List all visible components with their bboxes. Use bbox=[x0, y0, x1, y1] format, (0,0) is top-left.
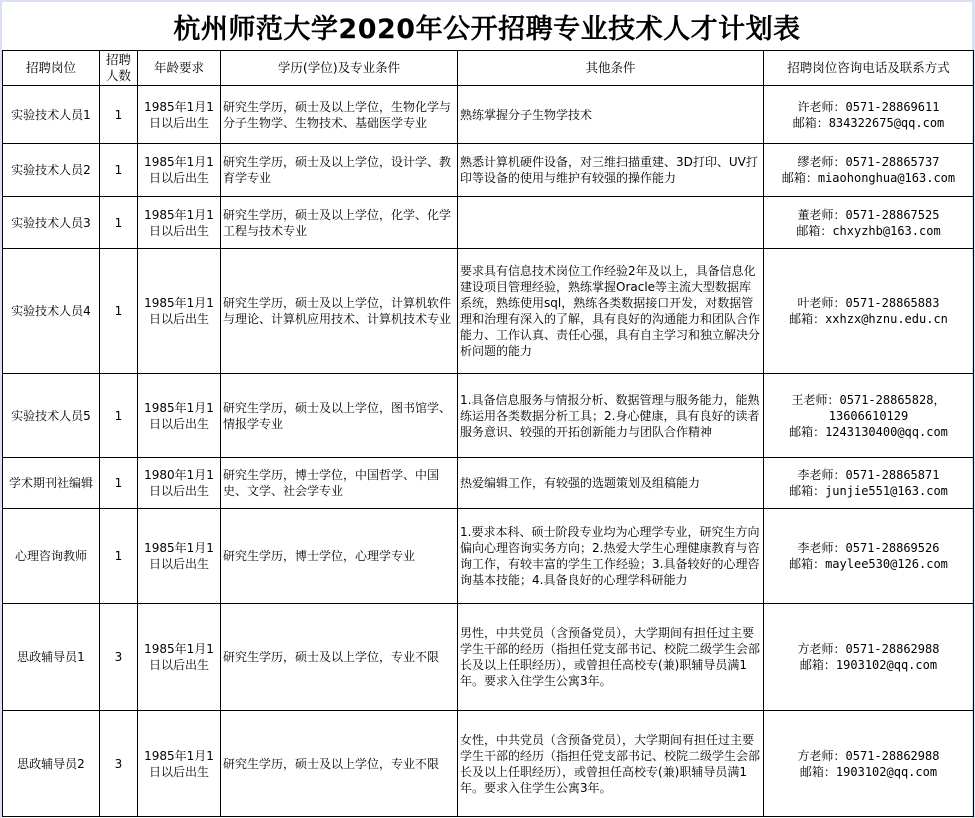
cell-count: 1 bbox=[100, 374, 138, 458]
header-contact: 招聘岗位咨询电话及联系方式 bbox=[764, 51, 974, 86]
cell-position: 实验技术人员1 bbox=[3, 86, 100, 144]
cell-contact bbox=[764, 144, 974, 197]
cell-education: 研究生学历，硕士及以上学位，设计学、教育学专业 bbox=[221, 144, 458, 197]
contact-phone: 李老师：0571-28865871 bbox=[797, 468, 940, 482]
table-row bbox=[3, 711, 974, 817]
cell-age: 1985年1月1日以后出生 bbox=[138, 144, 221, 197]
cell-age: 1985年1月1日以后出生 bbox=[138, 604, 221, 711]
cell-position: 实验技术人员5 bbox=[3, 374, 100, 458]
cell-other: 熟练掌握分子生物学技术 bbox=[458, 86, 764, 144]
cell-age: 1985年1月1日以后出生 bbox=[138, 711, 221, 817]
cell-contact bbox=[764, 604, 974, 711]
table-row bbox=[3, 604, 974, 711]
contact-email[interactable]: 邮箱：1903102@qq.com bbox=[799, 658, 938, 672]
cell-age: 1985年1月1日以后出生 bbox=[138, 197, 221, 249]
contact-phone: 叶老师：0571-28865883 bbox=[797, 296, 940, 310]
page-title: 杭州师范大学2020年公开招聘专业技术人才计划表 bbox=[173, 13, 801, 45]
cell-position: 学术期刊社编辑 bbox=[3, 458, 100, 509]
table-row bbox=[3, 458, 974, 509]
cell-position: 实验技术人员2 bbox=[3, 144, 100, 197]
cell-other bbox=[458, 197, 764, 249]
cell-education: 研究生学历，硕士及以上学位，化学、化学工程与技术专业 bbox=[221, 197, 458, 249]
header-count bbox=[100, 51, 138, 86]
header-education: 学历(学位)及专业条件 bbox=[221, 51, 458, 86]
cell-position: 思政辅导员1 bbox=[3, 604, 100, 711]
cell-education: 研究生学历，硕士及以上学位，图书馆学、情报学专业 bbox=[221, 374, 458, 458]
cell-count: 1 bbox=[100, 249, 138, 374]
cell-other: 要求具有信息技术岗位工作经验2年及以上，具备信息化建设项目管理经验，熟练掌握Oracle等主流大型数据库系统，熟练使用sql，熟练各类数据接口开发，对数据管理和治理有深入的了解，具有良好的沟通能力和团队合作能力、工作认真、责任心强，具有自主学习和独立解决分析问题的能力 bbox=[458, 249, 764, 374]
cell-position: 思政辅导员2 bbox=[3, 711, 100, 817]
cell-education: 研究生学历，硕士及以上学位，专业不限 bbox=[221, 604, 458, 711]
contact-email[interactable]: 邮箱：miaohonghua@163.com bbox=[781, 171, 956, 185]
cell-count: 1 bbox=[100, 144, 138, 197]
cell-age: 1985年1月1日以后出生 bbox=[138, 86, 221, 144]
cell-count: 1 bbox=[100, 458, 138, 509]
contact-email[interactable]: 邮箱：1243130400@qq.com bbox=[789, 424, 948, 439]
cell-other: 女性，中共党员（含预备党员），大学期间有担任过主要学生干部的经历（指担任党支部书记、校院二级学生会部长及以上任职经历），或曾担任高校专(兼)职辅导员满1年。要求入住学生公寓3年。 bbox=[458, 711, 764, 817]
contact-phone-mobile: 13606610129 bbox=[828, 408, 909, 423]
table-row bbox=[3, 374, 974, 458]
cell-education: 研究生学历，博士学位，中国哲学、中国史、文学、社会学专业 bbox=[221, 458, 458, 509]
cell-contact bbox=[764, 458, 974, 509]
cell-age: 1985年1月1日以后出生 bbox=[138, 249, 221, 374]
contact-phone: 许老师：0571-28869611 bbox=[797, 99, 940, 114]
cell-count: 1 bbox=[100, 509, 138, 604]
cell-education: 研究生学历，硕士及以上学位，专业不限 bbox=[221, 711, 458, 817]
cell-count: 1 bbox=[100, 86, 138, 144]
table-row bbox=[3, 249, 974, 374]
cell-contact bbox=[764, 711, 974, 817]
cell-contact bbox=[764, 197, 974, 249]
cell-age: 1980年1月1日以后出生 bbox=[138, 458, 221, 509]
table-header-row bbox=[3, 51, 974, 86]
contact-email[interactable]: 邮箱：xxhzx@hznu.edu.cn bbox=[789, 312, 948, 326]
contact-phone: 缪老师：0571-28865737 bbox=[797, 155, 940, 169]
table-row bbox=[3, 86, 974, 144]
cell-education: 研究生学历，博士学位，心理学专业 bbox=[221, 509, 458, 604]
contact-email[interactable]: 邮箱：junjie551@163.com bbox=[789, 484, 948, 498]
contact-email[interactable]: 邮箱：1903102@qq.com bbox=[799, 764, 938, 779]
table-row bbox=[3, 197, 974, 249]
recruitment-plan-table bbox=[2, 50, 974, 817]
cell-other: 热爱编辑工作，有较强的选题策划及组稿能力 bbox=[458, 458, 764, 509]
cell-count: 3 bbox=[100, 711, 138, 817]
header-age: 年龄要求 bbox=[138, 51, 221, 86]
cell-contact bbox=[764, 509, 974, 604]
cell-position: 实验技术人员3 bbox=[3, 197, 100, 249]
cell-education: 研究生学历，硕士及以上学位，生物化学与分子生物学、生物技术、基础医学专业 bbox=[221, 86, 458, 144]
cell-other: 1.要求本科、硕士阶段专业均为心理学专业，研究生方向偏向心理咨询实务方向；2.热爱大学生心理健康教育与咨询工作，有较丰富的学生工作经验；3.具备较好的心理咨询基本技能；4.具备良好的心理学科研能力 bbox=[458, 509, 764, 604]
cell-age: 1985年1月1日以后出生 bbox=[138, 374, 221, 458]
cell-contact bbox=[764, 249, 974, 374]
contact-phone: 方老师：0571-28862988 bbox=[797, 748, 940, 763]
cell-age: 1985年1月1日以后出生 bbox=[138, 509, 221, 604]
contact-email[interactable]: 邮箱：chxyzhb@163.com bbox=[796, 223, 941, 238]
cell-contact bbox=[764, 86, 974, 144]
contact-phone: 方老师：0571-28862988 bbox=[797, 642, 940, 656]
cell-position: 实验技术人员4 bbox=[3, 249, 100, 374]
contact-email[interactable]: 邮箱：834322675@qq.com bbox=[792, 115, 945, 130]
header-count-line2: 人数 bbox=[105, 68, 131, 83]
table-row bbox=[3, 509, 974, 604]
contact-phone: 董老师：0571-28867525 bbox=[797, 207, 940, 222]
header-other: 其他条件 bbox=[458, 51, 764, 86]
cell-other: 熟悉计算机硬件设备，对三维扫描重建、3D打印、UV打印等设备的使用与维护有较强的操作能力 bbox=[458, 144, 764, 197]
cell-count: 3 bbox=[100, 604, 138, 711]
cell-count: 1 bbox=[100, 197, 138, 249]
header-count-line1: 招聘 bbox=[105, 52, 131, 67]
cell-education: 研究生学历，硕士及以上学位，计算机软件与理论、计算机应用技术、计算机技术专业 bbox=[221, 249, 458, 374]
contact-email[interactable]: 邮箱：maylee530@126.com bbox=[789, 557, 948, 571]
header-position: 招聘岗位 bbox=[3, 51, 100, 86]
contact-phone: 王老师：0571-28865828， bbox=[791, 392, 946, 407]
cell-contact bbox=[764, 374, 974, 458]
cell-other: 男性，中共党员（含预备党员），大学期间有担任过主要学生干部的经历（指担任党支部书记、校院二级学生会部长及以上任职经历），或曾担任高校专(兼)职辅导员满1年。要求入住学生公寓3年。 bbox=[458, 604, 764, 711]
table-row bbox=[3, 144, 974, 197]
contact-phone: 李老师：0571-28869526 bbox=[797, 541, 940, 555]
cell-other: 1.具备信息服务与情报分析、数据管理与服务能力，能熟练运用各类数据分析工具；2.身心健康，具有良好的读者服务意识、较强的开拓创新能力与团队合作精神 bbox=[458, 374, 764, 458]
cell-position: 心理咨询教师 bbox=[3, 509, 100, 604]
